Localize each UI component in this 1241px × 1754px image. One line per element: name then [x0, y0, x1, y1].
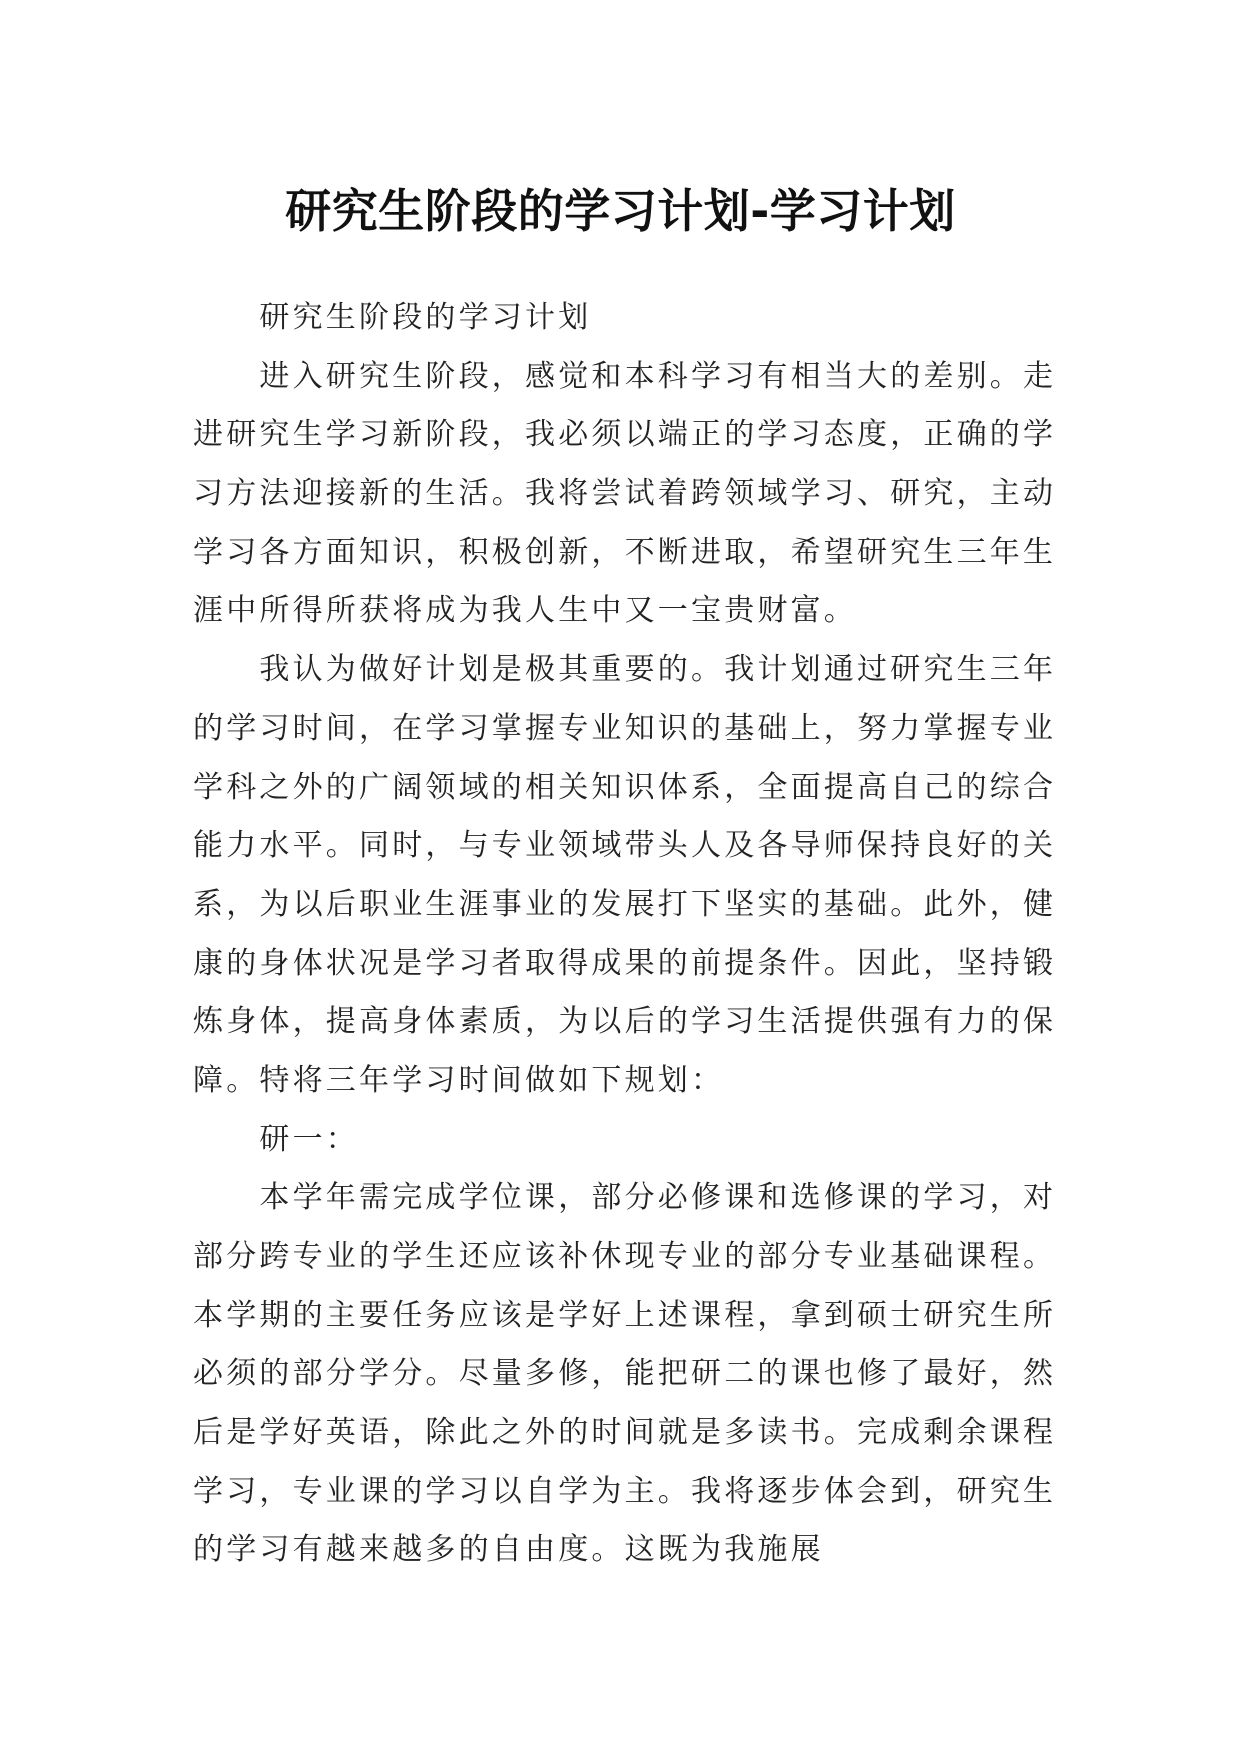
- paragraph-line: 学科之外的广阔领域的相关知识体系，全面提高自己的综合: [193, 769, 1057, 805]
- paragraph-line: 部分跨专业的学生还应该补休现专业的部分专业基础课程。: [193, 1239, 1057, 1274]
- paragraph-line: 后是学好英语，除此之外的时间就是多读书。完成剩余课程: [193, 1415, 1057, 1451]
- paragraph-line: 进入研究生阶段，感觉和本科学习有相当大的差别。走: [259, 358, 1057, 394]
- paragraph-line: 必须的部分学分。尽量多修，能把研二的课也修了最好，然: [193, 1356, 1057, 1392]
- paragraph-line: 系，为以后职业生涯事业的发展打下坚实的基础。此外，健: [193, 886, 1057, 922]
- paragraph-line: 康的身体状况是学习者取得成果的前提条件。因此，坚持锻: [193, 945, 1057, 981]
- paragraph-introduction: [193, 348, 1093, 641]
- paragraph-year-one: [193, 1169, 1093, 1580]
- paragraph-line: 的学习有越来越多的自由度。这既为我施展: [193, 1532, 824, 1568]
- paragraph-line: 学习，专业课的学习以自学为主。我将逐步体会到，研究生: [193, 1473, 1057, 1509]
- paragraph-heading: [193, 289, 1093, 348]
- paragraph-line: 学习各方面知识，积极创新，不断进取，希望研究生三年生: [193, 534, 1057, 570]
- paragraph-line: 能力水平。同时，与专业领域带头人及各导师保持良好的关: [193, 828, 1057, 864]
- document-title: 研究生阶段的学习计划-学习计划: [285, 183, 956, 238]
- paragraph-line: 习方法迎接新的生活。我将尝试着跨领域学习、研究，主动: [193, 476, 1057, 512]
- paragraph-line: 本学年需完成学位课，部分必修课和选修课的学习，对: [259, 1180, 1057, 1216]
- paragraph-line: 我认为做好计划是极其重要的。我计划通过研究生三年: [259, 652, 1057, 688]
- paragraph-line: 进研究生学习新阶段，我必须以端正的学习态度，正确的学: [193, 417, 1057, 453]
- paragraph-line: 炼身体，提高身体素质，为以后的学习生活提供强有力的保: [193, 1004, 1057, 1040]
- document-body: [193, 289, 1093, 1580]
- paragraph-plan-overview: [193, 641, 1093, 1111]
- paragraph-line: 本学期的主要任务应该是学好上述课程，拿到硕士研究生所: [193, 1297, 1057, 1333]
- paragraph-line: 的学习时间，在学习掌握专业知识的基础上，努力掌握专业: [193, 710, 1057, 746]
- paragraph-line: 障。特将三年学习时间做如下规划：: [193, 1062, 725, 1098]
- paragraph-line: 研究生阶段的学习计划: [259, 300, 592, 335]
- paragraph-line: 研一：: [259, 1121, 359, 1157]
- paragraph-year-one-heading: [193, 1111, 1093, 1170]
- paragraph-line: 涯中所得所获将成为我人生中又一宝贵财富。: [193, 593, 857, 629]
